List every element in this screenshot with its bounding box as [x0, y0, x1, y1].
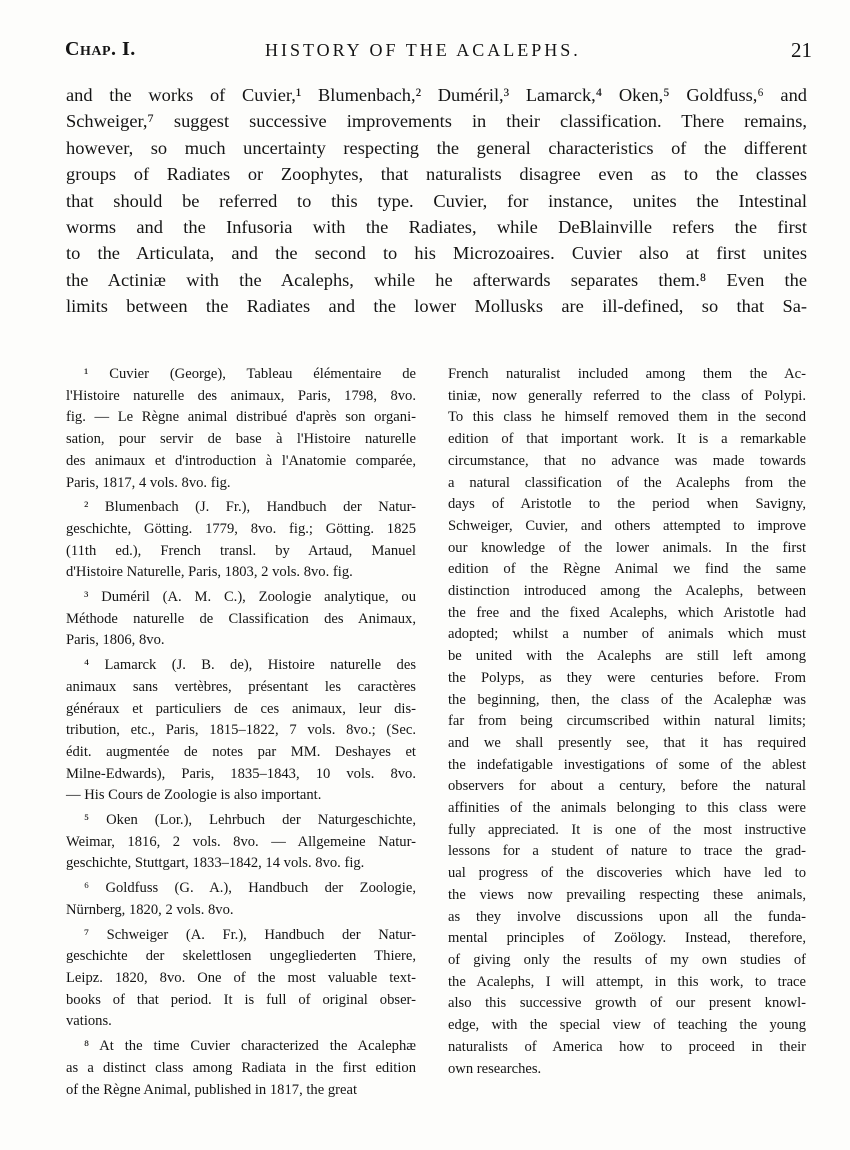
footnote-line: days of Aristotle to the period when Savigny, — [448, 496, 806, 513]
footnote-line: geschichte der skelettlosen ungegliederten Thiere, — [66, 948, 416, 965]
footnote-line: distinction introduced among the Acalephs, between — [448, 583, 806, 600]
footnote-line: édit. augmentée de notes par MM. Deshayes et — [66, 743, 416, 760]
footnote-line: animaux sans vertèbres, présentant les caractères — [66, 678, 416, 695]
footnote-line: Méthode naturelle de Classification des Animaux, — [66, 610, 416, 627]
footnote-line: fig. — Le Règne animal distribué d'après son organi- — [66, 409, 416, 426]
footnote — [66, 1036, 416, 1101]
footnote-line: books of that period. It is full of original obser- — [66, 991, 416, 1008]
footnote-line: the free and the fixed Acalephs, which Aristotle had — [448, 604, 806, 621]
footnote-line: Nürnberg, 1820, 2 vols. 8vo. — [66, 901, 234, 918]
footnote-line: Milne-Edwards), Paris, 1835–1843, 10 vols. 8vo. — [66, 765, 416, 782]
footnote-line: (11th ed.), French transl. by Artaud, Manuel — [66, 542, 416, 559]
footnote-line: the Polyps, as they were centuries before. From — [448, 669, 806, 686]
footnote — [66, 810, 416, 875]
footnote-line: tribution, etc., Paris, 1815–1822, 7 vols. 8vo.; (Sec. — [66, 722, 416, 739]
body-line: the Actiniæ with the Acalephs, while he afterwards separates them.⁸ Even the — [66, 269, 807, 290]
footnote-line: also this successive growth of our present knowl- — [448, 995, 806, 1012]
footnote-line: Paris, 1806, 8vo. — [66, 632, 165, 649]
footnote-line: edition of that important work. It is a remarkable — [448, 431, 806, 448]
running-title: HISTORY OF THE ACALEPHS. — [265, 40, 581, 60]
footnote-line: généraux et particuliers de ces animaux, leur dis- — [66, 700, 416, 717]
footnote-line: des animaux et d'introduction à l'Anatomie comparée, — [66, 452, 416, 469]
page-header — [65, 38, 812, 64]
footnote-line: ¹ Cuvier (George), Tableau élémentaire de — [84, 366, 416, 382]
body-line: limits between the Radiates and the lower Mollusks are ill-defined, so that Sa- — [66, 296, 807, 317]
footnote-line: affinities of the animals belonging to this class were — [448, 800, 806, 817]
body-line: however, so much uncertainty respecting the general characteristics of the different — [66, 137, 807, 158]
body-line: Schweiger,⁷ suggest successive improvements in their classification. There remains, — [66, 111, 807, 132]
footnote-line: — His Cours de Zoologie is also important. — [66, 787, 322, 804]
footnote-line: ⁵ Oken (Lor.), Lehrbuch der Naturgeschichte, — [84, 812, 416, 829]
footnotes-left-column — [66, 364, 416, 1104]
footnote-line: edition of the Règne Animal we find the same — [448, 561, 806, 578]
footnote-line: and we shall presently see, that it has required — [448, 734, 806, 751]
footnote — [66, 587, 416, 652]
footnote-line: as a distinct class among Radiata in the first edition — [66, 1059, 416, 1076]
footnote-line: mental principles of Zoölogy. Instead, therefore, — [448, 930, 806, 947]
footnote-line: far from being circumscribed within natural limits; — [448, 713, 806, 730]
footnote-line: as they involve discussions upon all the funda- — [448, 908, 806, 925]
footnote-line: tiniæ, now generally referred to the class of Polypi. — [448, 387, 806, 404]
footnote-line: our knowledge of the lower animals. In the first — [448, 539, 806, 556]
footnote-line: fully appreciated. It is one of the most instructive — [448, 821, 806, 838]
footnote — [66, 878, 416, 921]
footnotes-right-column — [448, 364, 806, 1080]
footnote — [66, 364, 416, 494]
footnote-line: ³ Duméril (A. M. C.), Zoologie analytique, ou — [84, 589, 416, 606]
footnote-line: edge, with the special view of teaching the young — [448, 1017, 806, 1034]
footnote-line: ual progress of the discoveries which have led to — [448, 865, 806, 882]
footnote-line: Weimar, 1816, 2 vols. 8vo. — Allgemeine Natur- — [66, 833, 416, 850]
footnote-line: the beginning, then, the class of the Acalephæ was — [448, 691, 806, 708]
footnote-line: the indefatigable investigations of some of the ablest — [448, 756, 806, 773]
chapter-label: Chap. I. — [65, 38, 136, 60]
footnote-line: vations. — [66, 1013, 112, 1030]
footnote-line: naturalists of America how to proceed in their — [448, 1038, 806, 1055]
footnote-line: Leipz. 1820, 8vo. One of the most valuable text- — [66, 969, 416, 986]
footnote — [66, 925, 416, 1034]
footnote — [66, 655, 416, 807]
footnote-line: observers for about a century, before the natural — [448, 778, 806, 795]
body-line: to the Articulata, and the second to his Microzoaires. Cuvier also at first unites — [66, 243, 807, 264]
footnote-line: ⁷ Schweiger (A. Fr.), Handbuch der Natur- — [84, 926, 416, 943]
page-number: 21 — [791, 38, 812, 62]
footnote-line: the views now prevailing respecting these animals, — [448, 886, 806, 903]
main-paragraph — [66, 82, 807, 320]
body-line: groups of Radiates or Zoophytes, that naturalists disagree even as to the classes — [66, 164, 807, 185]
footnote-line: d'Histoire Naturelle, Paris, 1803, 2 vols. 8vo. fig. — [66, 564, 353, 581]
footnote-line: of giving only the results of my own studies of — [448, 951, 806, 968]
footnote-line: be united with the Acalephs are still left among — [448, 648, 806, 665]
footnote-line: the Acalephs, I will attempt, in this work, to trace — [448, 973, 806, 990]
footnote-line: geschichte, Götting. 1779, 8vo. fig.; Götting. 1825 — [66, 520, 416, 537]
footnote-line: of the Règne Animal, published in 1817, the great — [66, 1081, 358, 1098]
footnote-line: Paris, 1817, 4 vols. 8vo. fig. — [66, 474, 231, 491]
footnote-line: a natural classification of the Acalephs from the — [448, 474, 806, 491]
footnote-line: Schweiger, Cuvier, and others attempted to improve — [448, 517, 806, 534]
footnote-line: ⁸ At the time Cuvier characterized the Acalephæ — [84, 1038, 416, 1055]
footnote-line: French naturalist included among them the Ac- — [448, 366, 806, 382]
body-line: worms and the Infusoria with the Radiates, while DeBlainville refers the first — [66, 217, 807, 238]
footnote-line: To this class he himself removed them in the second — [448, 409, 806, 426]
footnote-line: l'Histoire naturelle des animaux, Paris, 1798, 8vo. — [66, 387, 416, 404]
footnote-line: sation, pour servir de base à l'Histoire naturelle — [66, 431, 416, 448]
footnote-line: lessons for a student of nature to trace the grad- — [448, 843, 806, 860]
footnote-line: ² Blumenbach (J. Fr.), Handbuch der Natur- — [84, 499, 416, 516]
footnote-line: ⁴ Lamarck (J. B. de), Histoire naturelle des — [84, 657, 416, 674]
footnote-line: own researches. — [448, 1060, 542, 1077]
footnote — [66, 497, 416, 584]
footnote-line: circumstance, that no advance was made towards — [448, 452, 806, 469]
footnote-line: ⁶ Goldfuss (G. A.), Handbuch der Zoologie, — [84, 880, 416, 897]
footnote-line: geschichte, Stuttgart, 1833–1842, 14 vols. 8vo. fig. — [66, 855, 365, 872]
body-line: that should be referred to this type. Cuvier, for instance, unites the Intestinal — [66, 190, 807, 211]
body-line: and the works of Cuvier,¹ Blumenbach,² Duméril,³ Lamarck,⁴ Oken,⁵ Goldfuss,⁶ and — [66, 85, 807, 105]
footnote-line: adopted; whilst a number of animals which must — [448, 626, 806, 643]
